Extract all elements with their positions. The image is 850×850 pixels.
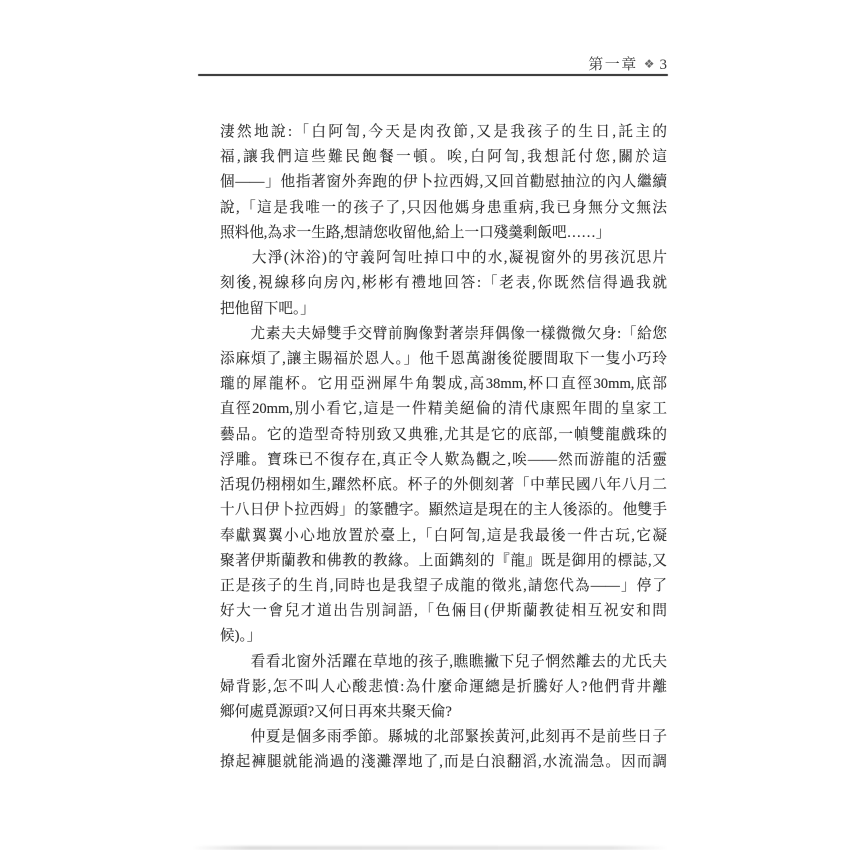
page-number: 3 xyxy=(659,57,667,73)
text-line: 尤素夫夫婦雙手交臂前胸像對著崇拜偶像一樣微微欠身:「給您 xyxy=(220,325,667,342)
text-line: 活現仍栩栩如生,躍然杯底。杯子的外側刻著「中華民國八年八月二 xyxy=(220,477,667,494)
header-rule xyxy=(198,74,668,76)
text-line: 撩起褲腿就能淌過的淺灘澤地了,而是白浪翻滔,水流湍急。因而調 xyxy=(220,754,667,771)
text-line: 福,讓我們這些難民飽餐一頓。唉,白阿訇,我想託付您,關於這 xyxy=(220,149,667,166)
text-line: 藝品。它的造型奇特別致又典雅,尤其是它的底部,一幀雙龍戲珠的 xyxy=(220,426,667,443)
ornament-diamond-icon: ❖ xyxy=(643,57,655,71)
text-line: 婦背影,怎不叫人心酸悲憤:為什麼命運總是折騰好人?他們背井離 xyxy=(220,678,667,695)
text-line: 看看北窗外活躍在草地的孩子,瞧瞧撇下兒子惘然離去的尤氏夫 xyxy=(220,653,667,670)
text-line: 瓏的犀龍杯。它用亞洲犀牛角製成,高38mm,杯口直徑30mm,底部 xyxy=(220,376,667,393)
text-line: 好大一會兒才道出告別詞語,「色倆目(伊斯蘭教徒相互祝安和問 xyxy=(220,603,667,620)
chapter-title: 第一章 xyxy=(588,57,638,73)
text-line: 浮雕。寶珠已不復存在,真正令人歎為觀之,唉——然而游龍的活靈 xyxy=(220,451,667,468)
text-line: 大淨(沐浴)的守義阿訇吐掉口中的水,凝視窗外的男孩沉思片 xyxy=(220,250,667,267)
text-line: 照料他,為求一生路,想請您收留他,給上一口殘羹剩飯吧……」 xyxy=(220,224,611,241)
page-bottom-scan-shadow xyxy=(192,846,668,850)
running-head xyxy=(199,53,667,74)
text-line: 添麻煩了,讓主賜福於恩人。」他千恩萬謝後從腰間取下一隻小巧玲 xyxy=(220,350,667,367)
text-line: 鄉何處覓源頭?又何日再來共聚天倫? xyxy=(220,704,452,721)
text-line: 淒然地說:「白阿訇,今天是肉孜節,又是我孩子的生日,託主的 xyxy=(220,124,667,140)
text-line: 奉獻翼翼小心地放置於臺上,「白阿訇,這是我最後一件古玩,它凝 xyxy=(220,527,667,544)
text-line: 個——」他指著窗外奔跑的伊卜拉西姆,又回首勸慰抽泣的內人繼續 xyxy=(220,174,667,191)
text-line: 直徑20mm,別小看它,這是一件精美絕倫的清代康熙年間的皇家工 xyxy=(220,401,667,418)
text-line: 把他留下吧。」 xyxy=(220,300,315,317)
text-line: 正是孩子的生肖,同時也是我望子成龍的徵兆,請您代為——」停了 xyxy=(220,577,667,594)
text-line: 候)。」 xyxy=(220,628,262,645)
text-line: 仲夏是個多雨季節。縣城的北部緊挨黃河,此刻再不是前些日子 xyxy=(220,729,667,746)
text-line: 刻後,視線移向房內,彬彬有禮地回答:「老表,你既然信得過我就 xyxy=(220,275,667,292)
body-text-block xyxy=(220,120,667,776)
text-line: 說,「這是我唯一的孩子了,只因他媽身患重病,我已身無分文無法 xyxy=(220,199,667,216)
text-line: 聚著伊斯蘭教和佛教的教緣。上面鐫刻的『龍』既是御用的標誌,又 xyxy=(220,552,667,569)
text-line: 十八日伊卜拉西姆」的篆體字。顯然這是現在的主人後添的。他雙手 xyxy=(220,502,667,519)
